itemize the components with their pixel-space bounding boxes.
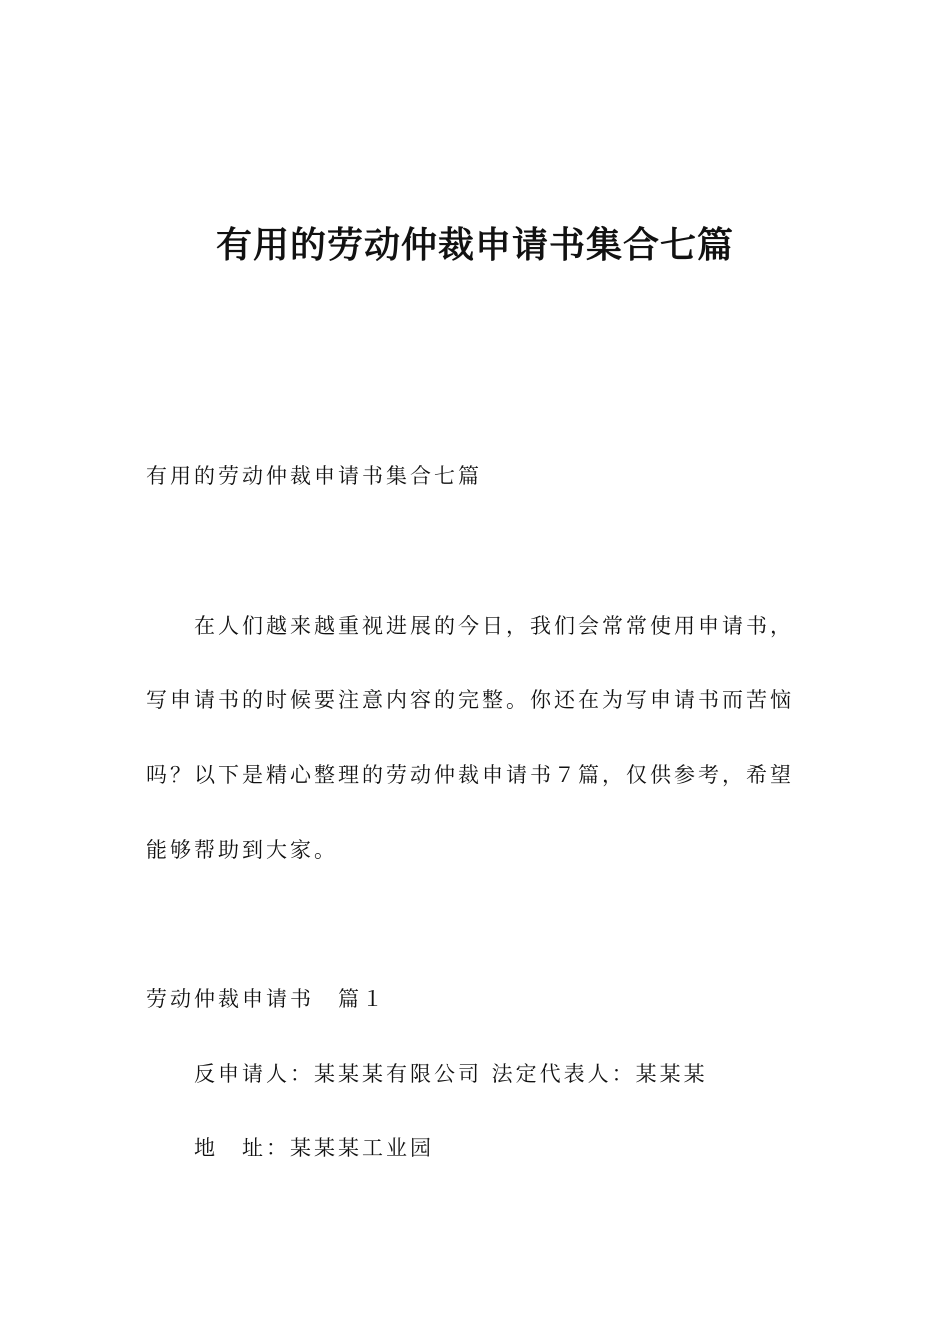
intro-line-4: 能够帮助到大家。	[146, 838, 338, 862]
section-heading: 劳动仲裁申请书 篇１	[146, 987, 386, 1011]
document-title: 有用的劳动仲裁申请书集合七篇	[215, 225, 734, 266]
respondent-line: 反申请人：某某某有限公司 法定代表人：某某某	[194, 1062, 708, 1086]
address-line: 地 址：某某某工业园	[194, 1136, 434, 1160]
intro-line-1: 在人们越来越重视进展的今日，我们会常常使用申请书，	[194, 614, 794, 638]
document-subtitle: 有用的劳动仲裁申请书集合七篇	[146, 464, 482, 488]
intro-line-2: 写申请书的时候要注意内容的完整。你还在为写申请书而苦恼	[146, 688, 794, 712]
intro-line-3: 吗？以下是精心整理的劳动仲裁申请书７篇，仅供参考，希望	[146, 763, 794, 787]
